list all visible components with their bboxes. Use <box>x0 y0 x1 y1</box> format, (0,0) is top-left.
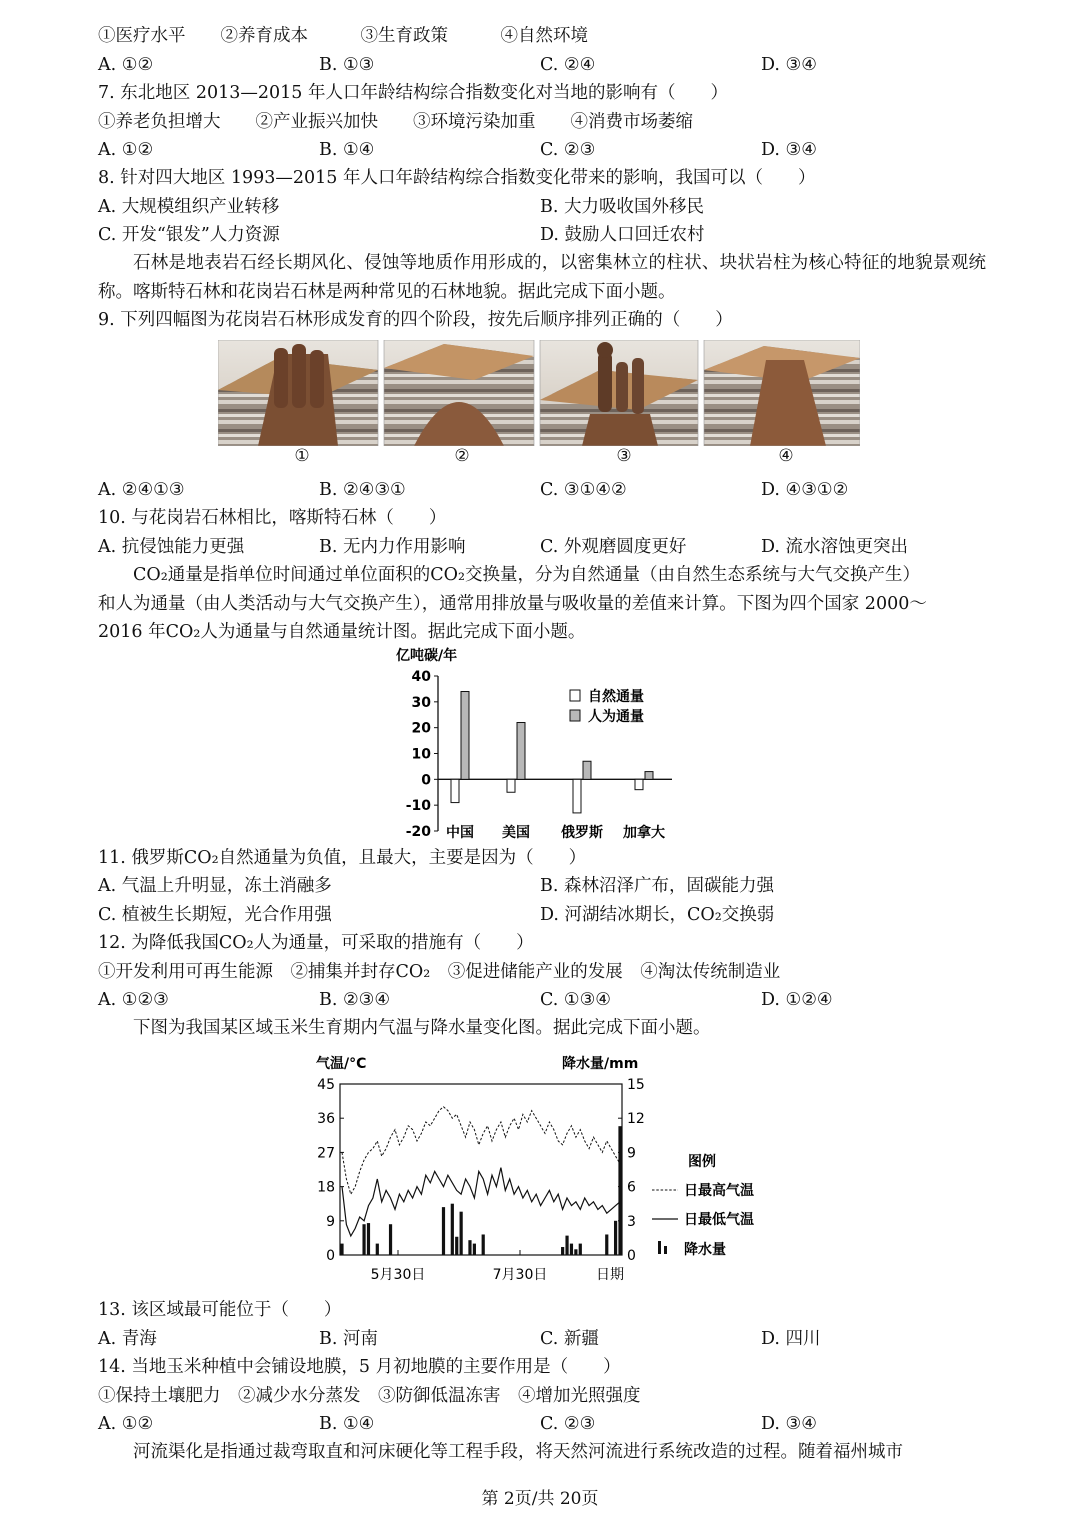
q8-option-c[interactable]: C. 开发“银发”人力资源 <box>98 225 280 245</box>
q13-option-a[interactable]: A. 青海 <box>98 1329 157 1349</box>
co2-bar-natural <box>507 779 515 792</box>
clim-left-tick-label: 18 <box>317 1179 335 1196</box>
co2-bar-human <box>461 692 469 780</box>
clim-legend-swatch-precip <box>664 1246 667 1254</box>
figure-stage-3 <box>540 340 698 446</box>
q8-option-a[interactable]: A. 大规模组织产业转移 <box>98 197 280 217</box>
clim-legend-title: 图例 <box>688 1154 716 1170</box>
q12-option-d[interactable]: D. ①②④ <box>761 990 833 1010</box>
clim-precip-bar <box>468 1240 471 1255</box>
co2-x-label: 美国 <box>502 825 530 841</box>
stone-forest-figures <box>218 340 860 446</box>
q9-option-c[interactable]: C. ③①④② <box>540 480 627 500</box>
figure-stage-1 <box>218 340 378 446</box>
clim-right-tick-label: 15 <box>627 1077 645 1093</box>
q7-items: ①养老负担增大 ②产业振兴加快 ③环境污染加重 ④消费市场萎缩 <box>98 112 693 132</box>
q6-option-c[interactable]: C. ②④ <box>540 55 596 75</box>
q10-stem: 10. 与花岗岩石林相比，喀斯特石林（ ） <box>98 508 447 528</box>
clim-precip-bar <box>362 1224 365 1255</box>
corn-climate-chart <box>300 1046 780 1286</box>
clim-precip-bar <box>614 1221 617 1255</box>
q12-option-c[interactable]: C. ①③④ <box>540 990 611 1010</box>
co2-y-tick-label: 0 <box>421 772 431 789</box>
q7-option-b[interactable]: B. ①④ <box>319 140 375 160</box>
q10-option-c[interactable]: C. 外观磨圆度更好 <box>540 537 687 557</box>
q11-option-d[interactable]: D. 河湖结冰期长，CO₂交换弱 <box>540 905 775 925</box>
q13-option-c[interactable]: C. 新疆 <box>540 1329 599 1349</box>
co2-x-label: 中国 <box>446 825 474 841</box>
passage-co2-line3: 2016 年CO₂人为通量与自然通量统计图。据此完成下面小题。 <box>98 622 586 642</box>
q9-option-a[interactable]: A. ②④①③ <box>98 480 185 500</box>
q10-option-a[interactable]: A. 抗侵蚀能力更强 <box>98 537 245 557</box>
clim-precip-bar <box>473 1244 476 1255</box>
clim-plot-frame <box>340 1084 622 1255</box>
clim-legend-label-precip: 降水量 <box>684 1242 726 1258</box>
co2-y-tick-label: 10 <box>411 746 431 763</box>
q8-option-d[interactable]: D. 鼓励人口回迁农村 <box>540 225 705 245</box>
clim-x-tick-label: 7月30日 <box>492 1267 548 1283</box>
clim-left-axis-title: 气温/°C <box>316 1056 367 1072</box>
clim-precip-bar <box>376 1244 379 1255</box>
clim-left-tick-label: 36 <box>317 1111 335 1128</box>
q6-option-a[interactable]: A. ①② <box>98 55 154 75</box>
q11-stem: 11. 俄罗斯CO₂自然通量为负值，且最大，主要是因为（ ） <box>98 848 587 868</box>
q13-option-d[interactable]: D. 四川 <box>761 1329 821 1349</box>
clim-precip-bar <box>579 1244 582 1255</box>
q14-stem: 14. 当地玉米种植中会铺设地膜，5 月初地膜的主要作用是（ ） <box>98 1357 621 1377</box>
q7-option-a[interactable]: A. ①② <box>98 140 154 160</box>
co2-legend-swatch <box>570 710 580 721</box>
clim-line-max-temp <box>342 1107 620 1194</box>
clim-x-tick-label: 5月30日 <box>370 1267 426 1283</box>
q7-option-d[interactable]: D. ③④ <box>761 140 817 160</box>
figure-stage-4 <box>704 340 860 446</box>
q11-option-c[interactable]: C. 植被生长期短，光合作用强 <box>98 905 332 925</box>
q14-option-a[interactable]: A. ①② <box>98 1414 154 1434</box>
passage-co2-line1: CO₂通量是指单位时间通过单位面积的CO₂交换量，分为自然通量（由自然生态系统与大气交换产生） <box>133 565 921 585</box>
co2-bar-human <box>517 723 525 780</box>
clim-precip-bar <box>570 1244 573 1255</box>
clim-precip-bar <box>482 1234 485 1255</box>
q6-items: ①医疗水平 ②养育成本 ③生育政策 ④自然环境 <box>98 26 588 46</box>
q9-option-b[interactable]: B. ②④③① <box>319 480 406 500</box>
co2-y-tick-label: 40 <box>411 669 431 685</box>
q13-stem: 13. 该区域最可能位于（ ） <box>98 1300 342 1320</box>
clim-right-tick-label: 0 <box>627 1248 636 1264</box>
co2-bar-natural <box>451 779 459 802</box>
q12-items: ①开发利用可再生能源 ②捕集并封存CO₂ ③促进储能产业的发展 ④淘汰传统制造业 <box>98 962 781 982</box>
co2-y-axis-title: 亿吨碳/年 <box>396 648 458 664</box>
q12-stem: 12. 为降低我国CO₂人为通量，可采取的措施有（ ） <box>98 933 534 953</box>
figure-label-2: ② <box>454 446 470 466</box>
clim-legend-label-min: 日最低气温 <box>684 1212 754 1228</box>
co2-y-tick-label: -10 <box>405 798 431 815</box>
q6-option-d[interactable]: D. ③④ <box>761 55 817 75</box>
passage-co2-line2: 和人为通量（由人类活动与大气交换产生），通常用排放量与吸收量的差值来计算。下图为四个国家 2000～ <box>98 594 927 614</box>
figure-label-4: ④ <box>778 446 794 466</box>
clim-precip-bar <box>618 1126 621 1255</box>
clim-right-axis-title: 降水量/mm <box>562 1056 639 1072</box>
q14-option-d[interactable]: D. ③④ <box>761 1414 817 1434</box>
q7-option-c[interactable]: C. ②③ <box>540 140 596 160</box>
q10-option-d[interactable]: D. 流水溶蚀更突出 <box>761 537 909 557</box>
q12-option-b[interactable]: B. ②③④ <box>319 990 391 1010</box>
clim-right-tick-label: 3 <box>627 1213 636 1230</box>
q9-option-d[interactable]: D. ④③①② <box>761 480 849 500</box>
figure-label-3: ③ <box>616 446 632 466</box>
co2-bar-natural <box>573 779 581 813</box>
page-number: 第 2页/共 20页 <box>481 1489 599 1509</box>
figure-stage-2 <box>384 340 534 446</box>
co2-legend-swatch <box>570 690 580 701</box>
co2-bar-human <box>645 772 653 780</box>
co2-legend-label: 人为通量 <box>588 709 644 725</box>
clim-precip-bar <box>605 1234 608 1255</box>
co2-y-tick-label: 20 <box>411 720 431 737</box>
passage-stone-forest: 石林是地表岩石经长期风化、侵蚀等地质作用形成的，以密集林立的柱状、块状岩柱为核心特征的地貌景观统称。喀斯特石林和花岗岩石林是两种常见的石林地貌。据此完成下面小题。 <box>98 253 986 302</box>
co2-flux-chart <box>390 644 690 844</box>
q11-option-a[interactable]: A. 气温上升明显，冻土消融多 <box>98 876 332 896</box>
clim-precip-bar <box>460 1212 463 1255</box>
co2-legend-label: 自然通量 <box>588 689 644 705</box>
clim-precip-bar <box>340 1244 343 1255</box>
q7-stem: 7. 东北地区 2013—2015 年人口年龄结构综合指数变化对当地的影响有（ ） <box>98 83 728 103</box>
q10-option-b[interactable]: B. 无内力作用影响 <box>319 537 466 557</box>
clim-x-tick-label: 日期 <box>596 1267 624 1283</box>
clim-left-tick-label: 9 <box>326 1213 335 1230</box>
clim-precip-bar <box>455 1237 458 1255</box>
passage-river: 河流渠化是指通过裁弯取直和河床硬化等工程手段，将天然河流进行系统改造的过程。随着福州城市 <box>133 1442 903 1462</box>
clim-left-tick-label: 27 <box>317 1145 335 1162</box>
q8-stem: 8. 针对四大地区 1993—2015 年人口年龄结构综合指数变化带来的影响，我国可以（ ） <box>98 168 816 188</box>
q12-option-a[interactable]: A. ①②③ <box>98 990 169 1010</box>
figure-label-1: ① <box>294 446 310 466</box>
clim-precip-bar <box>574 1249 577 1255</box>
q11-option-b[interactable]: B. 森林沼泽广布，固碳能力强 <box>540 876 774 896</box>
q13-option-b[interactable]: B. 河南 <box>319 1329 378 1349</box>
clim-right-tick-label: 9 <box>627 1145 636 1162</box>
clim-left-tick-label: 0 <box>326 1248 335 1264</box>
clim-precip-bar <box>442 1207 445 1255</box>
clim-precip-bar <box>389 1224 392 1255</box>
co2-y-tick-label: 30 <box>411 694 431 711</box>
clim-precip-bar <box>561 1247 564 1255</box>
q14-items: ①保持土壤肥力 ②减少水分蒸发 ③防御低温冻害 ④增加光照强度 <box>98 1386 641 1406</box>
co2-y-tick-label: -20 <box>405 824 431 840</box>
clim-left-tick-label: 45 <box>317 1077 335 1093</box>
co2-bar-human <box>583 761 591 779</box>
co2-bar-natural <box>635 779 643 789</box>
passage-corn: 下图为我国某区域玉米生育期内气温与降水量变化图。据此完成下面小题。 <box>133 1018 711 1038</box>
q14-option-c[interactable]: C. ②③ <box>540 1414 596 1434</box>
clim-legend-swatch-precip <box>658 1241 661 1254</box>
q8-option-b[interactable]: B. 大力吸收国外移民 <box>540 197 704 217</box>
co2-x-label: 俄罗斯 <box>561 825 603 841</box>
clim-legend-label-max: 日最高气温 <box>684 1183 754 1199</box>
q9-stem: 9. 下列四幅图为花岗岩石林形成发育的四个阶段，按先后顺序排列正确的（ ） <box>98 310 733 330</box>
q14-option-b[interactable]: B. ①④ <box>319 1414 375 1434</box>
clim-precip-bar <box>367 1223 370 1255</box>
clim-precip-bar <box>565 1236 568 1255</box>
clim-precip-bar <box>451 1204 454 1255</box>
clim-right-tick-label: 6 <box>627 1179 636 1196</box>
co2-x-label: 加拿大 <box>623 825 665 841</box>
clim-line-min-temp <box>342 1168 620 1236</box>
q6-option-b[interactable]: B. ①③ <box>319 55 375 75</box>
clim-right-tick-label: 12 <box>627 1111 645 1128</box>
